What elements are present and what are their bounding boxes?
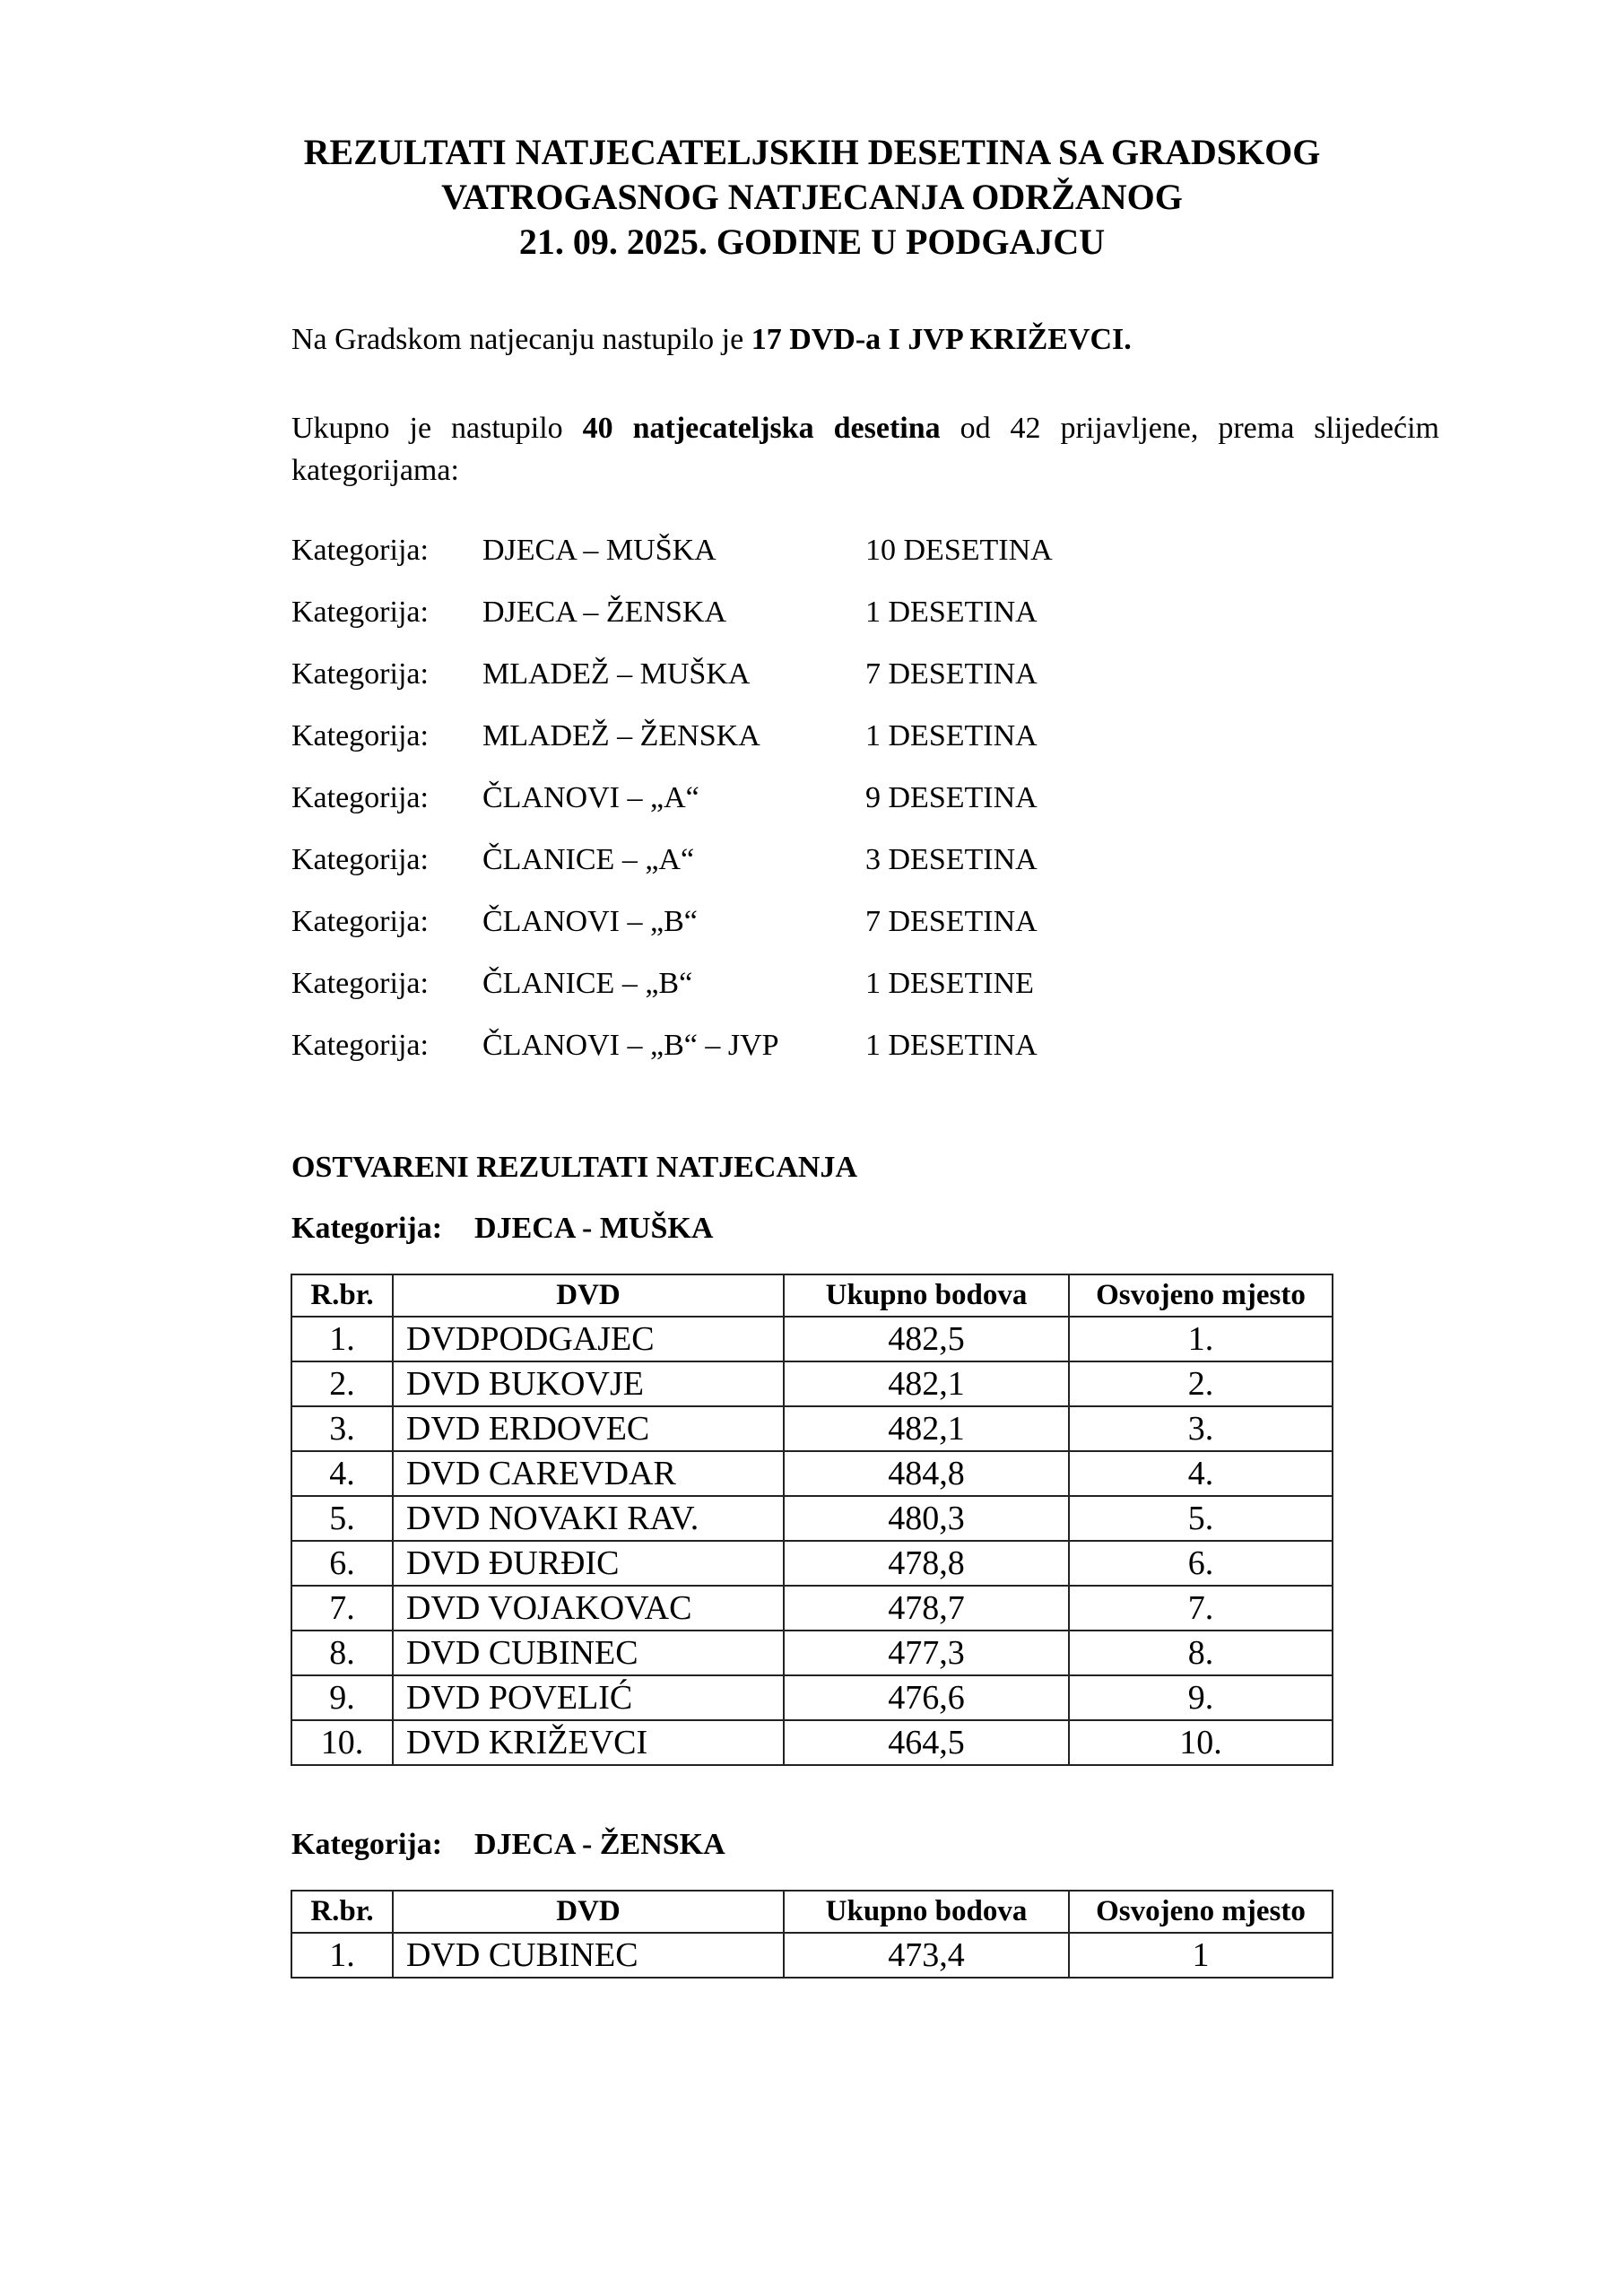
cell-points: 477,3 [784,1631,1069,1675]
cell-rank: 4. [291,1451,393,1496]
cell-rank: 2. [291,1361,393,1406]
table-row [291,1675,1333,1720]
table-row [291,1586,1333,1631]
category-label: Kategorija: [291,967,429,1000]
category-count: 1 DESETINE [865,967,1034,1000]
cell-rank: 10. [291,1720,393,1765]
col-header-place: Osvojeno mjesto [1069,1274,1333,1317]
category-name: ČLANICE – „B“ [482,967,693,1000]
table-row [291,1541,1333,1586]
results-heading: OSTVARENI REZULTATI NATJECANJA [291,1151,858,1184]
cell-place: 4. [1069,1451,1333,1496]
cell-dvd-name: DVDPODGAJEC [393,1317,784,1361]
category-label: Kategorija: [291,905,429,938]
table-row [291,1361,1333,1406]
intro-1-bold: 17 DVD-a I JVP KRIŽEVCI. [751,323,1132,356]
cell-place: 10. [1069,1720,1333,1765]
category-name: DJECA – MUŠKA [482,534,716,567]
title-line-2: VATROGASNOG NATJECANJA ODRŽANOG [441,177,1183,217]
cell-dvd-name: DVD KRIŽEVCI [393,1720,784,1765]
table-header-row [291,1891,1333,1933]
category-count: 9 DESETINA [865,781,1038,814]
intro-1-text: Na Gradskom natjecanju nastupilo je [291,323,751,356]
cell-place: 1 [1069,1933,1333,1978]
cell-rank: 9. [291,1675,393,1720]
cell-rank: 1. [291,1933,393,1978]
cell-dvd-name: DVD ĐURĐIC [393,1541,784,1586]
cell-points: 482,1 [784,1361,1069,1406]
title-line-3: 21. 09. 2025. GODINE U PODGAJCU [518,222,1106,262]
category-name: MLADEŽ – MUŠKA [482,657,751,691]
table-row [291,1496,1333,1541]
cell-rank: 1. [291,1317,393,1361]
results-table-djeca-muska [291,1274,1333,1766]
cell-points: 478,8 [784,1541,1069,1586]
category-label: Kategorija: [291,657,429,691]
category-count: 7 DESETINA [865,657,1038,691]
cell-place: 7. [1069,1586,1333,1631]
cell-points: 482,5 [784,1317,1069,1361]
intro-2-bold: 40 natjecateljska desetina [582,412,941,445]
category-name: DJECA - ŽENSKA [474,1828,725,1861]
category-label: Kategorija: [291,596,429,629]
category-name: DJECA – ŽENSKA [482,596,727,629]
category-count: 3 DESETINA [865,843,1038,876]
table-row [291,1933,1333,1978]
category-name: ČLANICE – „A“ [482,843,695,876]
cell-place: 1. [1069,1317,1333,1361]
table-row [291,1451,1333,1496]
category-count: 1 DESETINA [865,596,1038,629]
cell-points: 476,6 [784,1675,1069,1720]
table-header-row [291,1274,1333,1317]
title-line-1: REZULTATI NATJECATELJSKIH DESETINA SA GRADSKOG [303,132,1321,172]
cell-points: 482,1 [784,1406,1069,1451]
category-label: Kategorija: [291,781,429,814]
category-name: ČLANOVI – „B“ [482,905,698,938]
category-label: Kategorija: [291,1029,429,1062]
cell-dvd-name: DVD BUKOVJE [393,1361,784,1406]
document-title [0,130,1624,265]
category-name: ČLANOVI – „B“ – JVP [482,1029,779,1062]
cell-rank: 7. [291,1586,393,1631]
results-table-djeca-zenska [291,1890,1333,1979]
col-header-dvd: DVD [393,1274,784,1317]
category-label: Kategorija: [291,719,429,752]
table-2-category-heading [291,1828,725,1862]
cell-points: 480,3 [784,1496,1069,1541]
category-count: 10 DESETINA [865,534,1053,567]
col-header-points: Ukupno bodova [784,1274,1069,1317]
cell-dvd-name: DVD VOJAKOVAC [393,1586,784,1631]
col-header-place: Osvojeno mjesto [1069,1891,1333,1933]
cell-place: 2. [1069,1361,1333,1406]
intro-paragraph-2 [291,407,1439,491]
col-header-points: Ukupno bodova [784,1891,1069,1933]
table-row [291,1720,1333,1765]
table-row [291,1317,1333,1361]
category-name: DJECA - MUŠKA [474,1212,714,1245]
intro-paragraph-1 [291,318,1439,361]
cell-points: 478,7 [784,1586,1069,1631]
cell-points: 484,8 [784,1451,1069,1496]
cell-dvd-name: DVD CUBINEC [393,1933,784,1978]
category-count: 1 DESETINA [865,1029,1038,1062]
cell-dvd-name: DVD CAREVDAR [393,1451,784,1496]
cell-rank: 5. [291,1496,393,1541]
category-label: Kategorija: [291,534,429,567]
cell-points: 473,4 [784,1933,1069,1978]
cell-dvd-name: DVD ERDOVEC [393,1406,784,1451]
cell-place: 3. [1069,1406,1333,1451]
cell-place: 6. [1069,1541,1333,1586]
category-label: Kategorija: [291,843,429,876]
cell-dvd-name: DVD POVELIĆ [393,1675,784,1720]
category-count: 7 DESETINA [865,905,1038,938]
category-count: 1 DESETINA [865,719,1038,752]
cell-points: 464,5 [784,1720,1069,1765]
category-label: Kategorija: [291,1828,443,1861]
col-header-dvd: DVD [393,1891,784,1933]
cell-dvd-name: DVD NOVAKI RAV. [393,1496,784,1541]
table-row [291,1406,1333,1451]
intro-2-text: Ukupno je nastupilo [291,412,583,445]
cell-rank: 8. [291,1631,393,1675]
category-label: Kategorija: [291,1212,443,1245]
table-1-category-heading [291,1212,713,1246]
table-row [291,1631,1333,1675]
cell-rank: 6. [291,1541,393,1586]
cell-dvd-name: DVD CUBINEC [393,1631,784,1675]
cell-place: 9. [1069,1675,1333,1720]
category-name: MLADEŽ – ŽENSKA [482,719,760,752]
intro-2-suffix: od 42 prijavljene, prema slijedećim kategorijama: [291,412,1439,487]
col-header-rbr: R.br. [291,1891,393,1933]
cell-place: 8. [1069,1631,1333,1675]
cell-place: 5. [1069,1496,1333,1541]
col-header-rbr: R.br. [291,1274,393,1317]
category-name: ČLANOVI – „A“ [482,781,699,814]
cell-rank: 3. [291,1406,393,1451]
